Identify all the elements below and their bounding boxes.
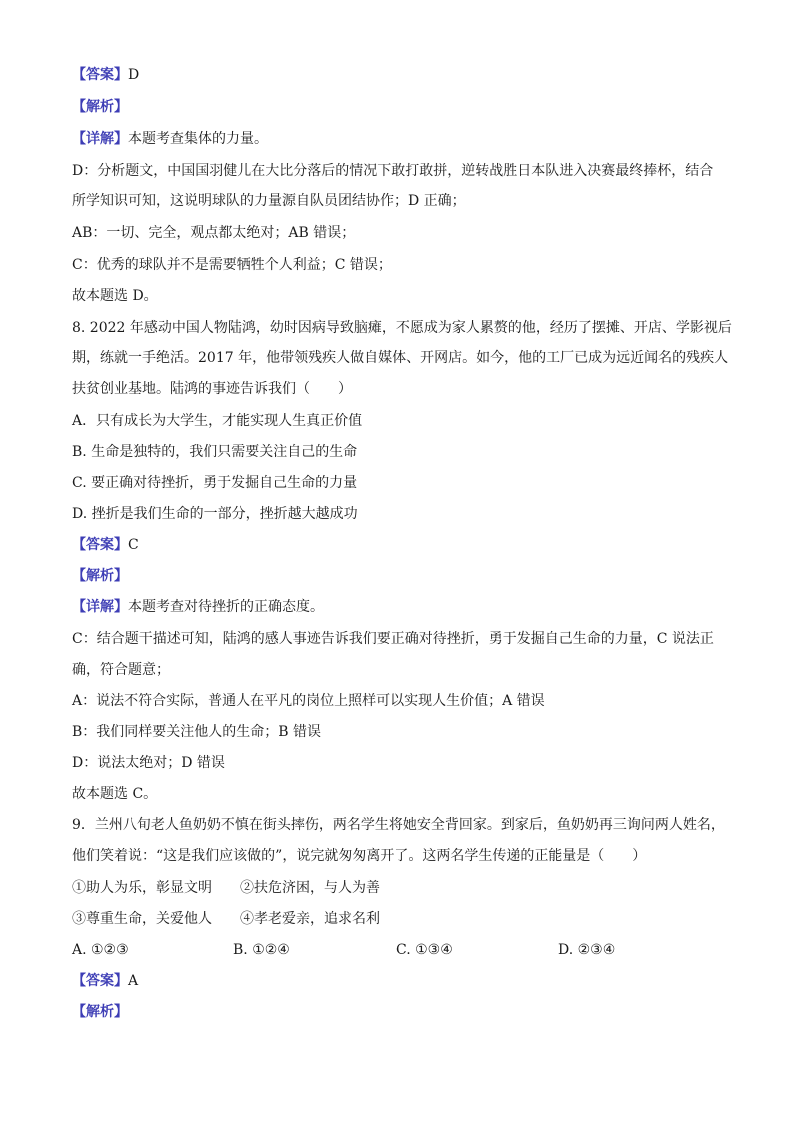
detail-label: 【详解】	[72, 131, 128, 147]
answer-value: A	[128, 973, 139, 989]
q7-explanation-line: 所学知识可知，这说明球队的力量源自队员团结协作；D 正确；	[72, 193, 466, 209]
q7-explanation-line: C：优秀的球队并不是需要牺牲个人利益；C 错误；	[72, 257, 392, 273]
q9-choice-c: C. ①③④	[396, 942, 453, 958]
q8-answer	[72, 535, 732, 555]
q8-option-a: A．只有成长为大学生，才能实现人生真正价值	[72, 413, 363, 429]
q9-analysis	[72, 1002, 732, 1022]
q8-explanation-line: C：结合题干描述可知，陆鸿的感人事迹告诉我们要正确对待挫折，勇于发掘自己生命的力量，C 说法正	[72, 631, 714, 647]
q7-explanation-line: AB：一切、完全，观点都太绝对；AB 错误；	[72, 225, 356, 241]
q8-analysis	[72, 566, 732, 586]
q8-stem-line: 扶贫创业基地。陆鸿的事迹告诉我们（ ）	[72, 381, 352, 397]
q8-explanation-line: A：说法不符合实际，普通人在平凡的岗位上照样可以实现人生价值；A 错误	[72, 693, 545, 709]
q9-choices	[72, 940, 732, 960]
analysis-label: 【解析】	[72, 99, 128, 115]
q8-explanation-line: D：说法太绝对；D 错误	[72, 755, 225, 771]
analysis-label: 【解析】	[72, 568, 128, 584]
q9-choice-b: B. ①②④	[233, 942, 290, 958]
answer-value: C	[128, 537, 139, 553]
analysis-label: 【解析】	[72, 1004, 128, 1020]
q9-item-line: ③尊重生命，关爱他人 ④孝老爱亲，追求名利	[72, 911, 380, 927]
q8-explanation-line: B：我们同样要关注他人的生命；B 错误	[72, 724, 322, 740]
q7-answer	[72, 65, 732, 85]
q8-option-d: D. 挫折是我们生命的一部分，挫折越大越成功	[72, 506, 358, 522]
q7-analysis	[72, 97, 732, 117]
q8-option-b: B. 生命是独特的，我们只需要关注自己的生命	[72, 444, 358, 460]
detail-text: 本题考查集体的力量。	[128, 131, 268, 147]
detail-label: 【详解】	[72, 599, 128, 615]
answer-label: 【答案】	[72, 67, 128, 83]
q9-answer	[72, 971, 732, 991]
q7-explanation-line: D：分析题文，中国国羽健儿在大比分落后的情况下敢打敢拼，逆转战胜日本队进入决赛最终捧杯，结合	[72, 163, 714, 179]
q8-stem-line: 8. 2022 年感动中国人物陆鸿，幼时因病导致脑瘫，不愿成为家人累赘的他，经历了摆摊、开店、学影视后	[72, 320, 732, 336]
q9-stem-line: 他们笑着说：“这是我们应该做的”，说完就匆匆离开了。这两名学生传递的正能量是（ ）	[72, 848, 647, 864]
q8-conclusion: 故本题选 C。	[72, 786, 158, 802]
answer-label: 【答案】	[72, 973, 128, 989]
q8-option-c: C. 要正确对待挫折，勇于发掘自己生命的力量	[72, 475, 358, 491]
detail-text: 本题考查对待挫折的正确态度。	[128, 599, 324, 615]
answer-value: D	[128, 67, 140, 83]
q9-stem-line: 9．兰州八旬老人鱼奶奶不慎在街头摔伤，两名学生将她安全背回家。到家后，鱼奶奶再三询问两人姓名，	[72, 817, 725, 833]
q9-item-line: ①助人为乐，彰显文明 ②扶危济困，与人为善	[72, 880, 380, 896]
q9-choice-d: D. ②③④	[558, 942, 616, 958]
q8-explanation-line: 确，符合题意；	[72, 662, 170, 678]
q8-stem-line: 期，练就一手绝活。2017 年，他带领残疾人做自媒体、开网店。如今，他的工厂已成为远近闻名的残疾人	[72, 350, 729, 366]
q7-conclusion: 故本题选 D。	[72, 288, 158, 304]
q9-choice-a: A. ①②③	[72, 942, 129, 958]
q8-detail	[72, 597, 732, 617]
q7-detail	[72, 129, 732, 149]
answer-label: 【答案】	[72, 537, 128, 553]
